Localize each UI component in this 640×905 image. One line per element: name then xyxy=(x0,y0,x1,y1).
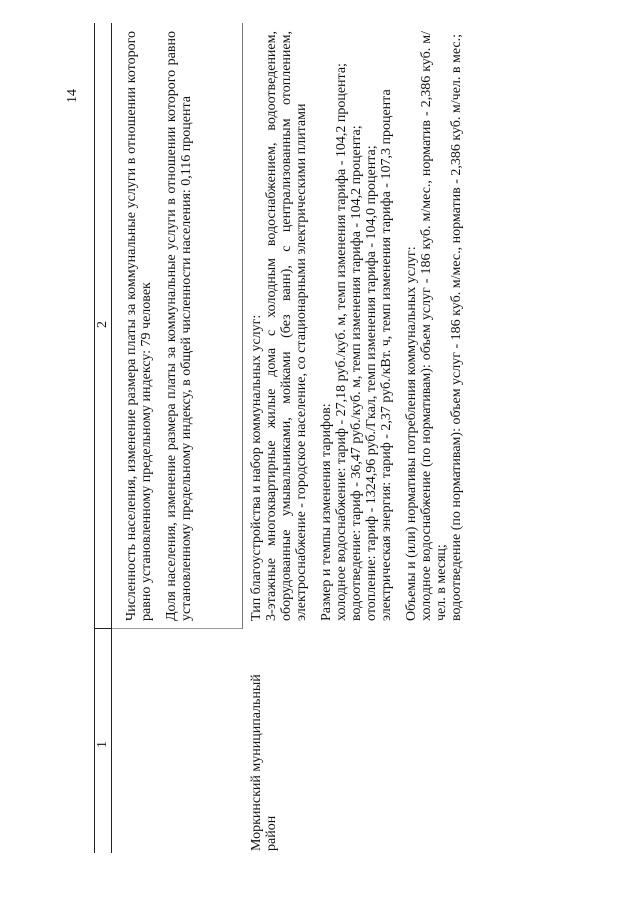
column-divider xyxy=(94,628,112,629)
column-header-1: 1 xyxy=(95,741,110,748)
page-number: 14 xyxy=(65,89,80,103)
tariff-line: отопление: тариф - 1324,96 руб./Гкал, темп изменения тарифа - 104,0 процента; xyxy=(364,145,379,621)
header-bottom-border xyxy=(111,23,112,853)
top-text-block xyxy=(124,31,194,621)
tariff-line: холодное водоснабжение: тариф - 27,18 руб./куб. м, темп изменения тарифа - 104,2 процента; xyxy=(334,63,349,621)
population-share-text: Доля населения, изменение размера платы за коммунальные услуги в отношении которого равно установленному предельному индексу, в общей численности населения: 0,116 процента xyxy=(164,31,194,621)
table-top-border xyxy=(94,23,95,853)
volume-line: холодное водоснабжение (по нормативам): объем услуг - 186 куб. м/мес., норматив - 2,386 куб. м/чел. в месяц; xyxy=(419,31,449,621)
rotated-table xyxy=(0,23,574,883)
tariff-line: водоотведение: тариф - 36,47 руб./куб. м, темп изменения тарифа - 104,2 процента; xyxy=(349,125,364,621)
volume-line: водоотведение (по нормативам): объем услуг - 186 куб. м/мес., норматив - 2,386 куб. м/чел. в мес.; xyxy=(449,33,464,621)
district-name: Моркинский муниципальный район xyxy=(249,674,279,851)
section1-text: 3-этажные многоквартирные жилые дома с холодным водоснабжением, водоотведением, оборудованные умывальниками, мойками (без ванн), с централизованным отоплением, электроснабжение - городское население, со стационарными электрическими плитами xyxy=(264,31,309,621)
section1-title: Тип благоустройства и набор коммунальных услуг: xyxy=(249,314,264,621)
column-divider-lower xyxy=(112,628,242,629)
population-count-text: Численность населения, изменение размера платы за коммунальные услуги в отношении которого равно установленному предельному индексу: 79 человек xyxy=(124,31,154,621)
main-text-block xyxy=(249,31,464,621)
tariff-line: электрическая энергия: тариф - 2,37 руб./кВт. ч, темп изменения тарифа - 107,3 процента xyxy=(379,89,394,621)
section2-title: Размер и темпы изменения тарифов: xyxy=(319,403,334,621)
row-divider xyxy=(242,23,243,629)
section3-title: Объемы и (или) нормативы потребления коммунальных услуг: xyxy=(404,246,419,621)
column-header-2: 2 xyxy=(95,321,110,328)
